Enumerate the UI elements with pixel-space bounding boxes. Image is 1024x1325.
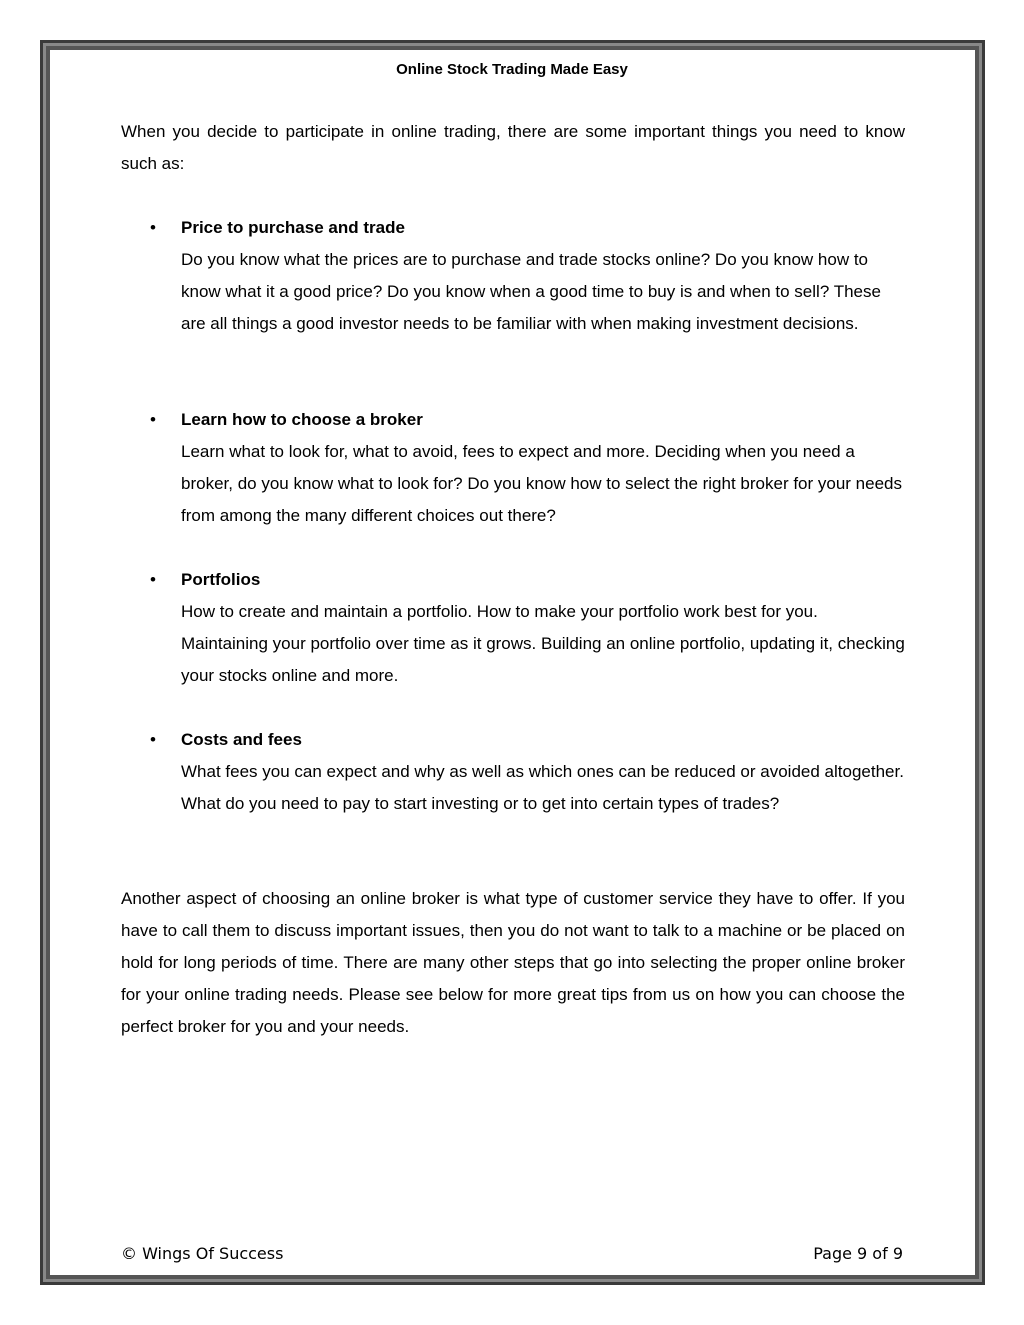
bullet-title: Portfolios bbox=[181, 570, 261, 589]
footer-copyright: © Wings Of Success bbox=[121, 1244, 284, 1263]
footer-page-number: Page 9 of 9 bbox=[813, 1244, 903, 1263]
page-header-title: Online Stock Trading Made Easy bbox=[396, 61, 628, 78]
bullet-title: Price to purchase and trade bbox=[181, 218, 405, 237]
bullet-dot: • bbox=[150, 218, 156, 237]
bullet-body: What fees you can expect and why as well as which ones can be reduced or avoided altogether. What do you need to pay to start investing or to get into certain types of trades? bbox=[181, 762, 904, 813]
bullet-dot: • bbox=[150, 730, 156, 749]
bullet-dot: • bbox=[150, 570, 156, 589]
bullet-body: Do you know what the prices are to purchase and trade stocks online? Do you know how to know what it a good price? Do you know when a good time to buy is and when to sell? These are all things a good investor needs to be familiar with when making investment decisions. bbox=[181, 250, 881, 333]
bullet-title: Costs and fees bbox=[181, 730, 302, 749]
bullet-dot: • bbox=[150, 410, 156, 429]
bullet-body: Learn what to look for, what to avoid, fees to expect and more. Deciding when you need a broker, do you know what to look for? Do you know how to select the right broker for your needs from among the many different choices out there? bbox=[181, 442, 902, 525]
intro-paragraph: When you decide to participate in online trading, there are some important things you need to know such as: bbox=[121, 122, 905, 173]
bullet-body: How to create and maintain a portfolio. How to make your portfolio work best for you. Maintaining your portfolio over time as it grows. Building an online portfolio, updating it, checking your stocks online and more. bbox=[181, 602, 905, 685]
bullet-title: Learn how to choose a broker bbox=[181, 410, 423, 429]
closing-paragraph: Another aspect of choosing an online broker is what type of customer service they have to offer. If you have to call them to discuss important issues, then you do not want to talk to a machine or be placed on hold for long periods of time. There are many other steps that go into selecting the proper online broker for your online trading needs. Please see below for more great tips from us on how you can choose the perfect broker for you and your needs. bbox=[121, 889, 905, 1036]
